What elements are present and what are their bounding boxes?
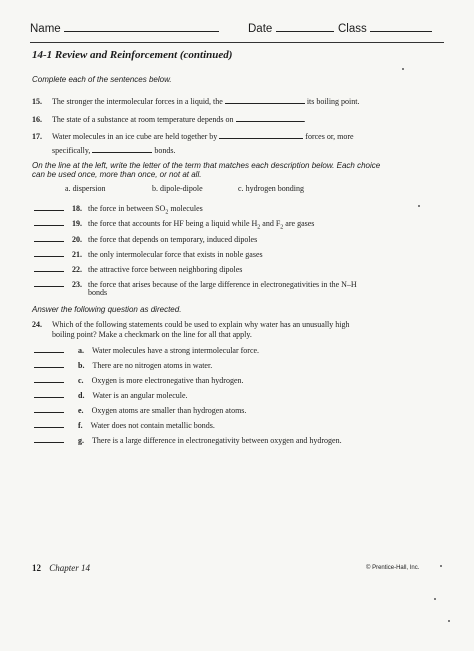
question-24-line2: boiling point? Make a checkmark on the line for all that apply. xyxy=(52,330,252,339)
scan-speck xyxy=(402,68,404,70)
answer-20-line[interactable] xyxy=(34,233,64,242)
question-22: 22. the attractive force between neighboring dipoles xyxy=(34,263,242,274)
option-e: e. Oxygen atoms are smaller than hydrogen atoms. xyxy=(34,404,246,415)
section-title: 14-1 Review and Reinforcement (continued) xyxy=(32,49,233,61)
check-c-line[interactable] xyxy=(34,374,64,383)
question-18: 18. the force in between $SO_2$ molecules xyxy=(34,202,203,216)
choice-b: b. dipole-dipole xyxy=(152,184,203,193)
name-input[interactable] xyxy=(64,22,219,32)
matching-instruction-2: can be used once, more than once, or not at all. xyxy=(32,170,202,179)
question-23: 23. the force that arises because of the large difference in electronegativities in the N–H xyxy=(34,278,357,289)
check-f-line[interactable] xyxy=(34,419,64,428)
choice-c: c. hydrogen bonding xyxy=(238,184,304,193)
answer-16-line[interactable] xyxy=(236,112,304,122)
option-f: f. Water does not contain metallic bonds. xyxy=(34,419,215,430)
checkmark-instruction: Answer the following question as directed. xyxy=(32,305,182,314)
class-label: Class xyxy=(338,23,367,35)
scan-speck xyxy=(440,565,442,567)
option-g: g. There is a large difference in electronegativity between oxygen and hydrogen. xyxy=(34,434,342,445)
check-g-line[interactable] xyxy=(34,434,64,443)
answer-19-line[interactable] xyxy=(34,217,64,226)
matching-instruction-1: On the line at the left, write the letter of the term that matches each description below. Each choice xyxy=(32,161,381,170)
name-label: Name xyxy=(30,23,61,35)
question-20: 20. the force that depends on temporary, induced dipoles xyxy=(34,233,257,244)
date-label: Date xyxy=(248,23,273,35)
check-e-line[interactable] xyxy=(34,404,64,413)
class-input[interactable] xyxy=(370,22,432,32)
answer-22-line[interactable] xyxy=(34,263,64,272)
header-rule xyxy=(30,42,444,43)
scan-speck xyxy=(434,598,436,600)
scan-speck xyxy=(418,205,420,207)
date-input[interactable] xyxy=(276,22,334,32)
option-a: a. Water molecules have a strong intermolecular force. xyxy=(34,344,259,355)
question-15: 15. The stronger the intermolecular forces in a liquid, the its boiling point. xyxy=(32,94,360,106)
class-field xyxy=(338,22,432,35)
scan-speck xyxy=(448,620,450,622)
option-d: d. Water is an angular molecule. xyxy=(34,389,188,400)
answer-17b-line[interactable] xyxy=(92,143,152,153)
check-d-line[interactable] xyxy=(34,389,64,398)
footer-page-number: 12 Chapter 14 xyxy=(32,563,91,573)
question-23-line2: bonds xyxy=(88,288,108,297)
question-17-line2: specifically, bonds. xyxy=(52,143,175,155)
check-b-line[interactable] xyxy=(34,359,64,368)
question-24: 24. Which of the following statements could be used to explain why water has an unusually high xyxy=(32,320,350,329)
answer-18-line[interactable] xyxy=(34,202,64,211)
question-16: 16. The state of a substance at room temperature depends on . xyxy=(32,112,306,124)
date-field xyxy=(248,22,334,35)
choice-a: a. dispersion xyxy=(65,184,106,193)
check-a-line[interactable] xyxy=(34,344,64,353)
answer-21-line[interactable] xyxy=(34,248,64,257)
question-21: 21. the only intermolecular force that exists in noble gases xyxy=(34,248,263,259)
answer-15-line[interactable] xyxy=(225,94,305,104)
footer-copyright: © Prentice-Hall, Inc. xyxy=(366,565,420,571)
answer-23-line[interactable] xyxy=(34,278,64,287)
question-17: 17. Water molecules in an ice cube are held together by forces or, more xyxy=(32,129,354,141)
option-c: c. Oxygen is more electronegative than hydrogen. xyxy=(34,374,244,385)
question-19: 19. the force that accounts for HF being a liquid while $H_2$ and $F_2$ are gases xyxy=(34,217,314,231)
fill-in-instruction: Complete each of the sentences below. xyxy=(32,75,172,84)
answer-17a-line[interactable] xyxy=(219,129,303,139)
option-b: b. There are no nitrogen atoms in water. xyxy=(34,359,212,370)
name-field xyxy=(30,22,219,35)
